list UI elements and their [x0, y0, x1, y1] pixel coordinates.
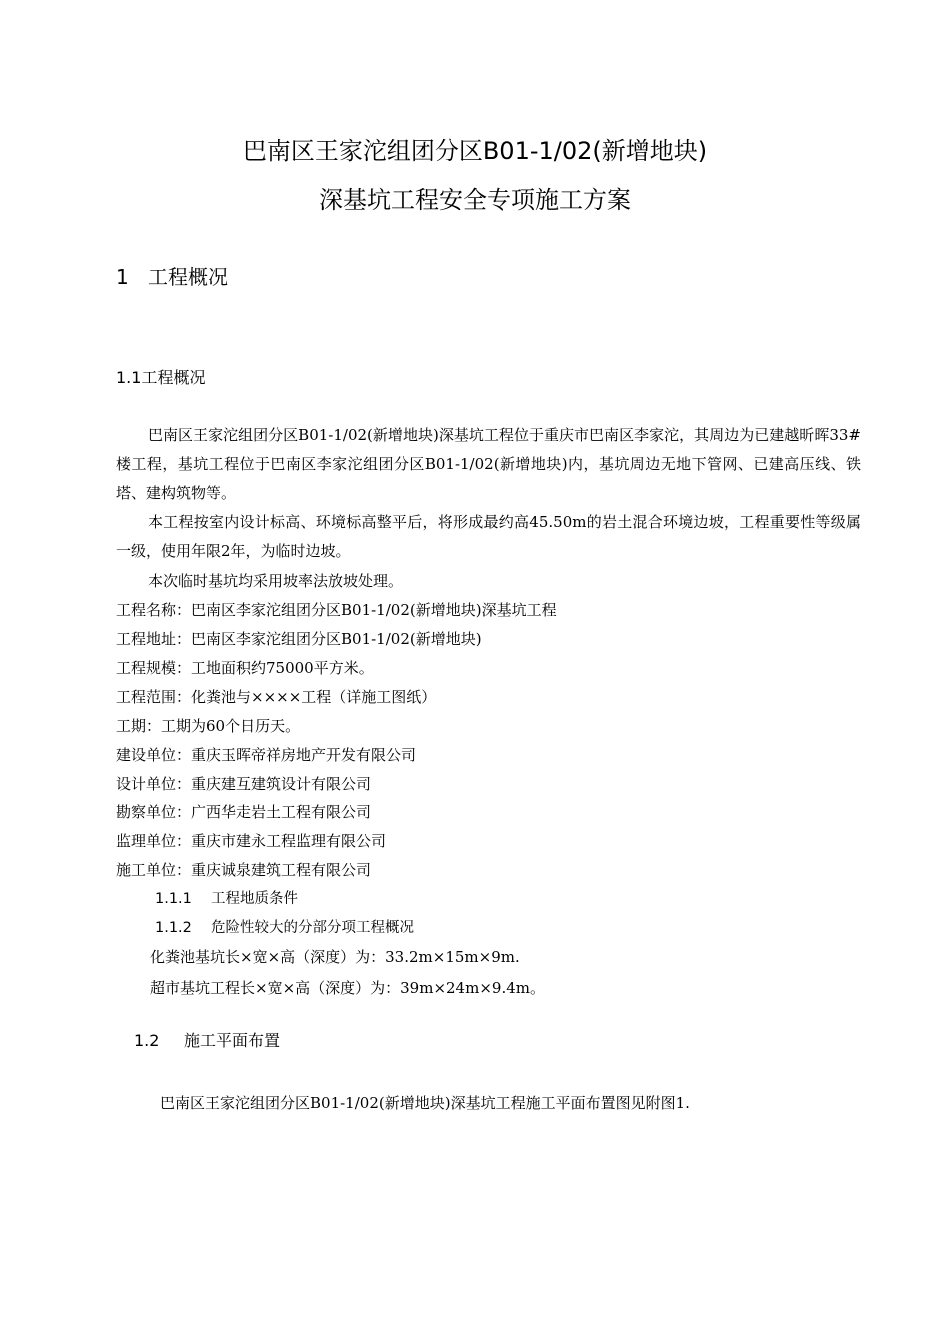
info-supervisor: 监理单位：重庆市建永工程监理有限公司 [116, 832, 387, 850]
info-contractor: 施工单位：重庆诚泉建筑工程有限公司 [116, 861, 372, 879]
section-1-heading [116, 263, 228, 291]
info-project-scale: 工程规模：工地面积约75000平方米。 [116, 659, 374, 677]
document-title-line-1: 巴南区王家沱组团分区B01-1/02(新增地块) [242, 137, 708, 165]
section-1-title: 工程概况 [148, 265, 228, 289]
info-project-scope: 工程范围：化粪池与××××工程（详施工图纸） [116, 688, 437, 706]
info-duration: 工期：工期为60个日历天。 [116, 717, 301, 735]
paragraph-location: 巴南区王家沱组团分区B01-1/02(新增地块)深基坑工程位于重庆市巴南区李家沱，其周边为已建越昕晖33#楼工程，基坑工程位于巴南区李家沱组团分区B01-1/02(新增地块)内，基坑周边无地下管网、已建高压线、铁塔、建构筑物等。 [116, 426, 861, 502]
dimension-septic-tank: 化粪池基坑长×宽×高（深度）为：33.2m×15m×9m. [150, 948, 520, 966]
section-1-number: 1 [116, 265, 129, 289]
section-1-1-heading: 1.1工程概况 [116, 368, 206, 387]
info-developer: 建设单位：重庆玉晖帝祥房地产开发有限公司 [116, 746, 417, 764]
section-1-2-number: 1.2 [134, 1031, 160, 1050]
section-1-2-title: 施工平面布置 [184, 1031, 281, 1050]
section-1-1-1-title: 工程地质条件 [211, 891, 298, 907]
section-1-1-2-title: 危险性较大的分部分项工程概况 [211, 920, 414, 936]
section-1-1-2-number: 1.1.2 [155, 920, 192, 936]
document-title-line-2: 深基坑工程安全专项施工方案 [319, 186, 631, 214]
info-project-address: 工程地址：巴南区李家沱组团分区B01-1/02(新增地块) [116, 630, 482, 648]
info-project-name: 工程名称：巴南区李家沱组团分区B01-1/02(新增地块)深基坑工程 [116, 601, 557, 619]
dimension-supermarket: 超市基坑工程长×宽×高（深度）为：39m×24m×9.4m。 [150, 979, 545, 997]
paragraph-layout-reference: 巴南区王家沱组团分区B01-1/02(新增地块)深基坑工程施工平面布置图见附图1. [160, 1094, 690, 1112]
info-designer: 设计单位：重庆建互建筑设计有限公司 [116, 775, 372, 793]
paragraph-slope: 本工程按室内设计标高、环境标高整平后，将形成最约高45.50m的岩土混合环境边坡，工程重要性等级属一级，使用年限2年，为临时边坡。 [116, 513, 861, 560]
section-1-1-2-heading [155, 917, 414, 939]
section-1-2-heading [134, 1029, 280, 1053]
paragraph-method: 本次临时基坑均采用坡率法放坡处理。 [148, 572, 404, 590]
section-1-1-1-number: 1.1.1 [155, 891, 192, 907]
info-surveyor: 勘察单位：广西华走岩土工程有限公司 [116, 803, 372, 821]
section-1-1-1-heading [155, 888, 298, 910]
